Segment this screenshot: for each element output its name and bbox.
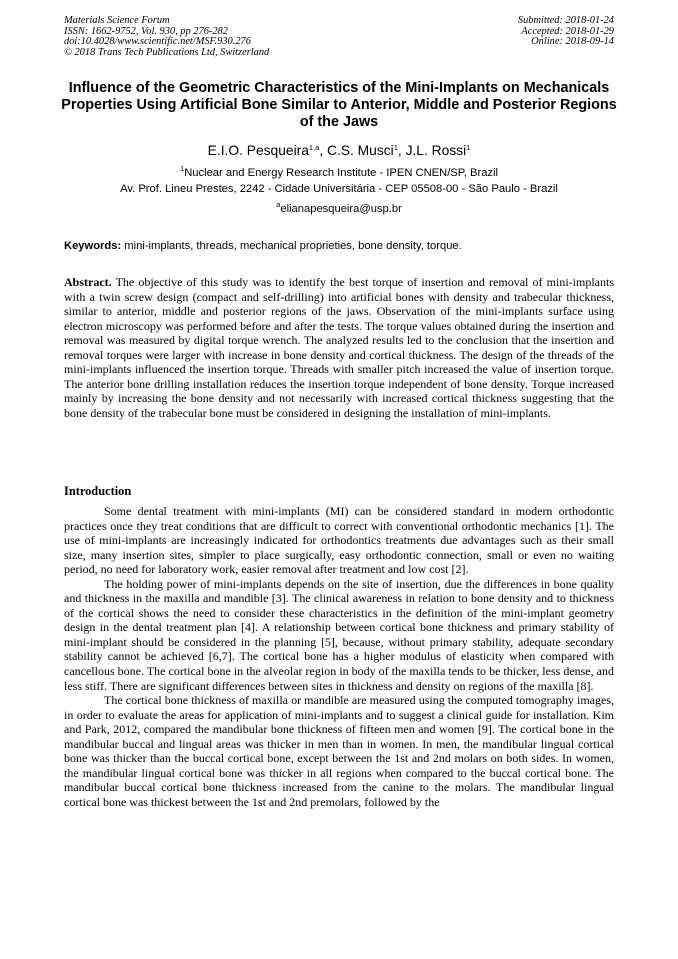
keywords-text: mini-implants, threads, mechanical proprieties, bone density, torque. bbox=[121, 240, 462, 252]
abstract-text: The objective of this study was to identify the best torque of insertion and removal of mini-implants with a twin screw design (compact and self-drilling) into artificial bones with density and trabecular thickness, similar to anterior, middle and posterior regions of the jaws. Observation of the mini-implants surface using electron microscopy was performed before and after the tests. The torque values obtained during the insertion and removal was measured by digital torque wrench. The analyzed results led to the conclusion that the insertion and removal torques were larger with increase in bone density and cortical thickness. The design of the threads of the mini-implants influenced the insertion torque. Threads with smaller pitch increased the value of insertion torque. The anterior bone drilling installation reduces the insertion torque independent of bone density. Torque increased mainly by increasing the bone density and not necessarily with increased cortical thickness suggesting that the bone density of the trabecular bone must be considered in designing the installation of mini-implants. bbox=[64, 275, 614, 420]
author: E.I.O. Pesqueira$^{1,a}$, bbox=[207, 143, 328, 158]
author-email: $^a$elianapesqueira@usp.br bbox=[276, 200, 402, 215]
affiliation-institute: $^1$Nuclear and Energy Research Institute - IPEN CNEN/SP, Brazil bbox=[180, 164, 498, 179]
paper-title: Influence of the Geometric Characteristics of the Mini-Implants on Mechanicals Properties Using Artificial Bone Similar to Anterior, Middle and Posterior Regions of the Jaws bbox=[61, 80, 617, 130]
author-list bbox=[0, 142, 678, 160]
journal-issn: ISSN: 1662-9752, Vol. 930, pp 276-282 bbox=[64, 25, 228, 37]
abstract bbox=[64, 275, 614, 420]
submitted-date: Submitted: 2018-01-24 bbox=[517, 15, 614, 26]
paragraph: Some dental treatment with mini-implants (MI) can be considered standard in modern orthodontic practices once they treat conditions that are difficult to correct with conventional orthodontic mechanics [1]. The use of mini-implants are increasingly indicated for orthodontics treatments due advantages such as their small size, many insertion sites, simpler to place surgically, easy orthodontic connection, small or even no waiting period, no need for laboratory work, easier removal after treatment and low cost [2]. bbox=[64, 504, 614, 577]
journal-name: Materials Science Forum bbox=[64, 15, 170, 26]
section-heading-introduction: Introduction bbox=[64, 484, 132, 498]
author: C.S. Musci$^1$, bbox=[327, 143, 406, 158]
abstract-label: Abstract. bbox=[64, 275, 112, 289]
journal-copyright: © 2018 Trans Tech Publications Ltd, Switzerland bbox=[64, 46, 270, 58]
author: J.L. Rossi$^1$ bbox=[405, 143, 471, 158]
keywords bbox=[64, 239, 624, 253]
paragraph: The holding power of mini-implants depends on the site of insertion, due the differences in bone quality and thickness in the maxilla and mandible [3]. The clinical awareness in relation to bone density and to thickness of the cortical shows the need to consider these characteristics in the definition of the mini-implant geometry design in the dental treatment plan [4]. A relationship between cortical bone thickness and primary stability of mini-implant should be considered in the planning [5], because, without primary stability, adequate secondary stability cannot be achieved [6,7]. The cortical bone has a higher modulus of elasticity when compared with cancellous bone. The cortical bone in the alveolar region in body of the maxilla tends to be thicker, less dense, and less stiff. There are significant differences between sites in thickness and density on regions of the maxilla [8]. bbox=[64, 576, 614, 693]
journal-doi: doi:10.4028/www.scientific.net/MSF.930.276 bbox=[64, 36, 251, 48]
affiliation-address: Av. Prof. Lineu Prestes, 2242 - Cidade Universitária - CEP 05508-00 - São Paulo - Brazil bbox=[120, 183, 558, 195]
paragraph: The cortical bone thickness of maxilla or mandible are measured using the computed tomography images, in order to evaluate the areas for application of mini-implants and to suggest a clinical guide for installation. Kim and Park, 2012, compared the mandibular bone thickness of fifteen men and women [9]. The cortical bone in the mandibular buccal and lingual areas was thicker in men than in women. In men, the mandibular lingual cortical bone was thicker than the buccal cortical bone, except between the 1st and 2nd molars on both sides. In women, the mandibular lingual cortical bone was thicker in all regions when compared to the buccal cortical bone. The mandibular buccal cortical bone thickness increased from the canine to the molars. The mandibular lingual cortical bone was thickest between the 1st and 2nd premolars, followed by the bbox=[64, 693, 614, 809]
publication-dates bbox=[518, 16, 614, 48]
introduction-body bbox=[64, 504, 614, 809]
online-date: Online: 2018-09-14 bbox=[531, 36, 614, 48]
journal-info bbox=[64, 16, 269, 58]
keywords-label: Keywords: bbox=[64, 240, 122, 252]
accepted-date: Accepted: 2018-01-29 bbox=[521, 25, 614, 37]
